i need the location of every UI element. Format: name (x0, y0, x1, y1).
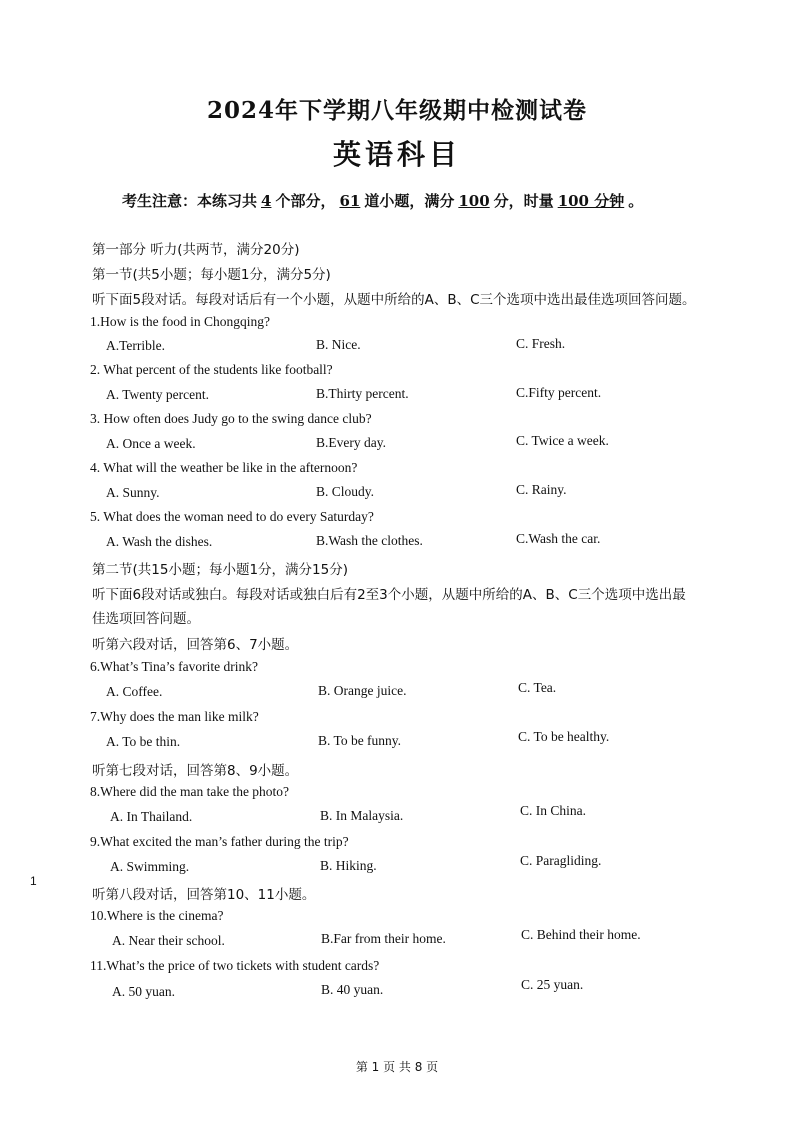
q10-option-c: C. Behind their home. (521, 927, 641, 942)
question-4: 4. What will the weather be like in the afternoon? (90, 460, 358, 475)
question-1: 1.How is the food in Chongqing? (90, 314, 270, 329)
q4-option-a: A. Sunny. (106, 485, 160, 500)
question-9: 9.What excited the man’s father during the trip? (90, 834, 349, 849)
q1-option-a: A.Terrible. (106, 338, 166, 353)
exam-title: 2024年下学期八年级期中检测试卷 (206, 97, 587, 124)
part1-title: 第一部分 听力(共两节，满分20分) (92, 242, 300, 258)
notice-full-score: 100 (458, 192, 490, 210)
page-footer: 第 1 页 共 8 页 (355, 1060, 439, 1074)
notice-text: 个部分， (275, 192, 336, 210)
question-6: 6.What’s Tina’s favorite drink? (90, 659, 258, 674)
q8-option-b: B. In Malaysia. (320, 808, 404, 823)
q10-option-a: A. Near their school. (112, 933, 225, 948)
q1-option-c: C. Fresh. (516, 336, 566, 351)
q5-option-a: A. Wash the dishes. (106, 534, 213, 549)
notice-text: 道小题，满分 (364, 192, 455, 210)
section2-instruction-cont: 佳选项回答问题。 (92, 611, 200, 627)
question-11: 11.What’s the price of two tickets with student cards? (90, 958, 380, 973)
question-3: 3. How often does Judy go to the swing dance club? (90, 411, 372, 426)
q5-option-b: B.Wash the clothes. (316, 533, 423, 548)
notice-question-count: 61 (339, 192, 361, 210)
q9-option-a: A. Swimming. (110, 859, 190, 874)
section1-title: 第一节(共5小题；每小题1分，满分5分) (92, 267, 331, 283)
q4-option-b: B. Cloudy. (316, 484, 375, 499)
dialog-6-intro: 听第六段对话，回答第6、7小题。 (92, 637, 299, 653)
q9-option-c: C. Paragliding. (520, 853, 602, 868)
notice-text: 分，时量 (493, 192, 554, 210)
section2-title: 第二节(共15小题；每小题1分，满分15分) (92, 562, 348, 578)
q2-option-c: C.Fifty percent. (516, 385, 602, 400)
section1-instruction: 听下面5段对话。每段对话后有一个小题，从题中所给的A、B、C三个选项中选出最佳选项回答问题。 (92, 292, 696, 308)
dialog-7-intro: 听第七段对话，回答第8、9小题。 (92, 763, 299, 779)
q5-option-c: C.Wash the car. (516, 531, 601, 546)
q7-option-a: A. To be thin. (106, 734, 181, 749)
q10-option-b: B.Far from their home. (321, 931, 446, 946)
notice-text: 。 (628, 192, 644, 210)
question-10: 10.Where is the cinema? (90, 908, 224, 923)
q8-option-c: C. In China. (520, 803, 586, 818)
notice-text: 考生注意：本练习共 (122, 192, 258, 210)
question-7: 7.Why does the man like milk? (90, 709, 259, 724)
q6-option-c: C. Tea. (518, 680, 557, 695)
section2-instruction: 听下面6段对话或独白。每段对话或独白后有2至3个小题，从题中所给的A、B、C三个选项中选出最 (92, 587, 686, 603)
q6-option-b: B. Orange juice. (318, 683, 407, 698)
q2-option-b: B.Thirty percent. (316, 386, 409, 401)
question-8: 8.Where did the man take the photo? (90, 784, 290, 799)
notice-part-count: 4 (261, 192, 272, 210)
q6-option-a: A. Coffee. (106, 684, 163, 699)
q3-option-a: A. Once a week. (106, 436, 196, 451)
subject-title: 英语科目 (332, 138, 461, 171)
q3-option-b: B.Every day. (316, 435, 386, 450)
question-2: 2. What percent of the students like football? (90, 362, 333, 377)
q1-option-b: B. Nice. (316, 337, 361, 352)
exam-notice (122, 190, 643, 211)
margin-mark: 1 (30, 874, 37, 888)
q11-option-a: A. 50 yuan. (112, 984, 175, 999)
q2-option-a: A. Twenty percent. (106, 387, 210, 402)
question-5: 5. What does the woman need to do every Saturday? (90, 509, 374, 524)
dialog-8-intro: 听第八段对话，回答第10、11小题。 (92, 887, 316, 903)
q3-option-c: C. Twice a week. (516, 433, 609, 448)
q8-option-a: A. In Thailand. (110, 809, 193, 824)
q4-option-c: C. Rainy. (516, 482, 567, 497)
q7-option-c: C. To be healthy. (518, 729, 610, 744)
q7-option-b: B. To be funny. (318, 733, 402, 748)
notice-time-limit: 100 分钟 (557, 192, 625, 210)
q11-option-b: B. 40 yuan. (321, 982, 384, 997)
q11-option-c: C. 25 yuan. (521, 977, 584, 992)
q9-option-b: B. Hiking. (320, 858, 377, 873)
